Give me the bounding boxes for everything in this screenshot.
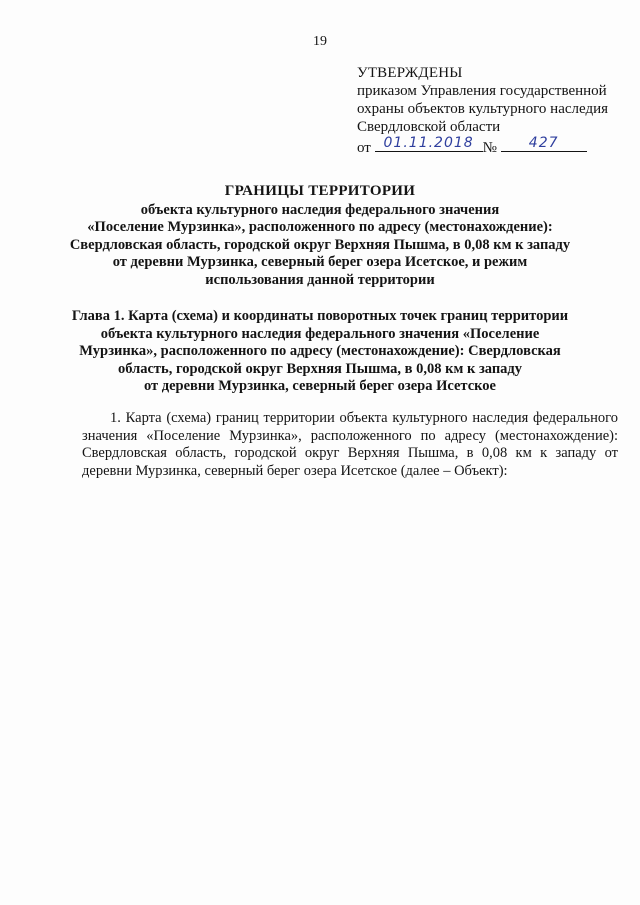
- approval-line: приказом Управления государственной: [357, 83, 607, 99]
- chapter-heading: [44, 308, 596, 396]
- chapter-line: объекта культурного наследия федерального значения «Поселение: [100, 325, 540, 342]
- body-paragraph-1: 1. Карта (схема) границ территории объекта культурного наследия федерального значения «Поселение Мурзинка», расположенного по адресу (местонахождение): Свердловская область, городской округ Верхняя Пышма, в 0,08 км к западу от деревни Мурзинка, северный берег озера Исетское (далее – Объект):: [82, 410, 618, 479]
- chapter-line: Мурзинка», расположенного по адресу (местонахождение): Свердловская: [79, 343, 561, 359]
- approval-line: Свердловской области: [357, 119, 501, 135]
- date-prefix: от: [357, 140, 371, 156]
- title-line: объекта культурного наследия федерального значения: [140, 201, 500, 218]
- page-number: 19: [313, 34, 327, 49]
- chapter-line: Глава 1. Карта (схема) и координаты поворотных точек границ территории: [71, 308, 569, 324]
- approval-date-handwritten: 01.11.2018: [383, 135, 474, 151]
- title-line: использования данной территории: [205, 271, 435, 288]
- chapter-line: от деревни Мурзинка, северный берег озера Исетское: [143, 378, 496, 394]
- number-label: №: [482, 140, 497, 156]
- chapter-line: область, городской округ Верхняя Пышма, в 0,08 км к западу: [117, 360, 523, 377]
- approval-number-handwritten: 427: [528, 135, 559, 151]
- approval-line: охраны объектов культурного наследия: [357, 101, 609, 117]
- approval-date-line: [357, 136, 627, 157]
- document-title: [44, 183, 596, 289]
- title-main: ГРАНИЦЫ ТЕРРИТОРИИ: [224, 183, 416, 199]
- approval-block: [357, 64, 627, 157]
- approval-number-field: [501, 136, 587, 152]
- title-line: Свердловская область, городской округ Верхняя Пышма, в 0,08 км к западу: [69, 236, 571, 253]
- title-line: «Поселение Мурзинка», расположенного по адресу (местонахождение):: [87, 219, 553, 235]
- approval-date-field: [375, 136, 483, 152]
- title-line: от деревни Мурзинка, северный берег озера Исетское, и режим: [112, 254, 528, 270]
- approval-title: УТВЕРЖДЕНЫ: [357, 65, 463, 81]
